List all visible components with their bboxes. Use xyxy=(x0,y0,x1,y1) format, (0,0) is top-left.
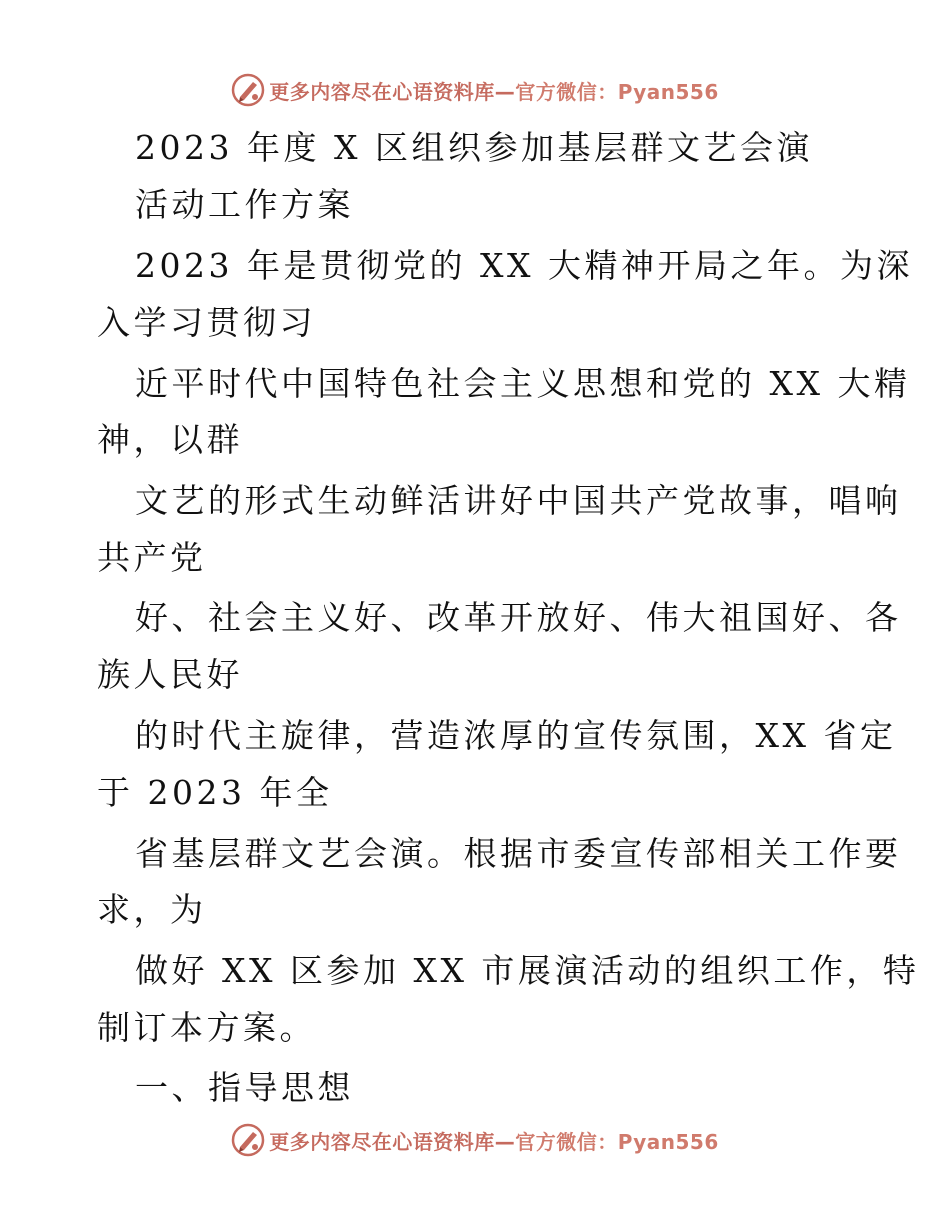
watermark-banner-top xyxy=(0,70,950,110)
doc-title-line-1: 2023 年度 X 区组织参加基层群文艺会演 xyxy=(135,128,813,167)
doc-title-line-2: 活动工作方案 xyxy=(135,185,354,224)
paragraph-line: 2023 年是贯彻党的 XX 大精神开局之年。为深 xyxy=(135,246,913,285)
section-heading: 一、指导思想 xyxy=(135,1068,354,1107)
paragraph-line: 于 2023 年全 xyxy=(97,773,333,812)
paragraph-line: 省基层群文艺会演。根据市委宣传部相关工作要 xyxy=(135,834,902,873)
paragraph-line: 入学习贯彻习 xyxy=(97,303,316,342)
paragraph-line: 的时代主旋律，营造浓厚的宣传氛围，XX 省定 xyxy=(135,716,897,755)
paragraph-line: 神，以群 xyxy=(97,420,243,459)
pen-logo-icon xyxy=(231,1123,265,1157)
paragraph-line: 族人民好 xyxy=(97,655,243,694)
watermark-text: 更多内容尽在心语资料库—官方微信：Pyan556 xyxy=(269,79,719,104)
watermark-banner-bottom xyxy=(0,1120,950,1160)
watermark-text: 更多内容尽在心语资料库—官方微信：Pyan556 xyxy=(269,1129,719,1154)
pen-logo-icon xyxy=(231,73,265,107)
paragraph-line: 制订本方案。 xyxy=(97,1008,316,1047)
paragraph-line: 求，为 xyxy=(97,890,207,929)
paragraph-line: 文艺的形式生动鲜活讲好中国共产党故事，唱响 xyxy=(135,481,902,520)
paragraph-line: 做好 XX 区参加 XX 市展演活动的组织工作，特 xyxy=(135,951,920,990)
paragraph-line: 近平时代中国特色社会主义思想和党的 XX 大精 xyxy=(135,364,911,403)
paragraph-line: 好、社会主义好、改革开放好、伟大祖国好、各 xyxy=(135,598,902,637)
paragraph-line: 共产党 xyxy=(97,538,207,577)
